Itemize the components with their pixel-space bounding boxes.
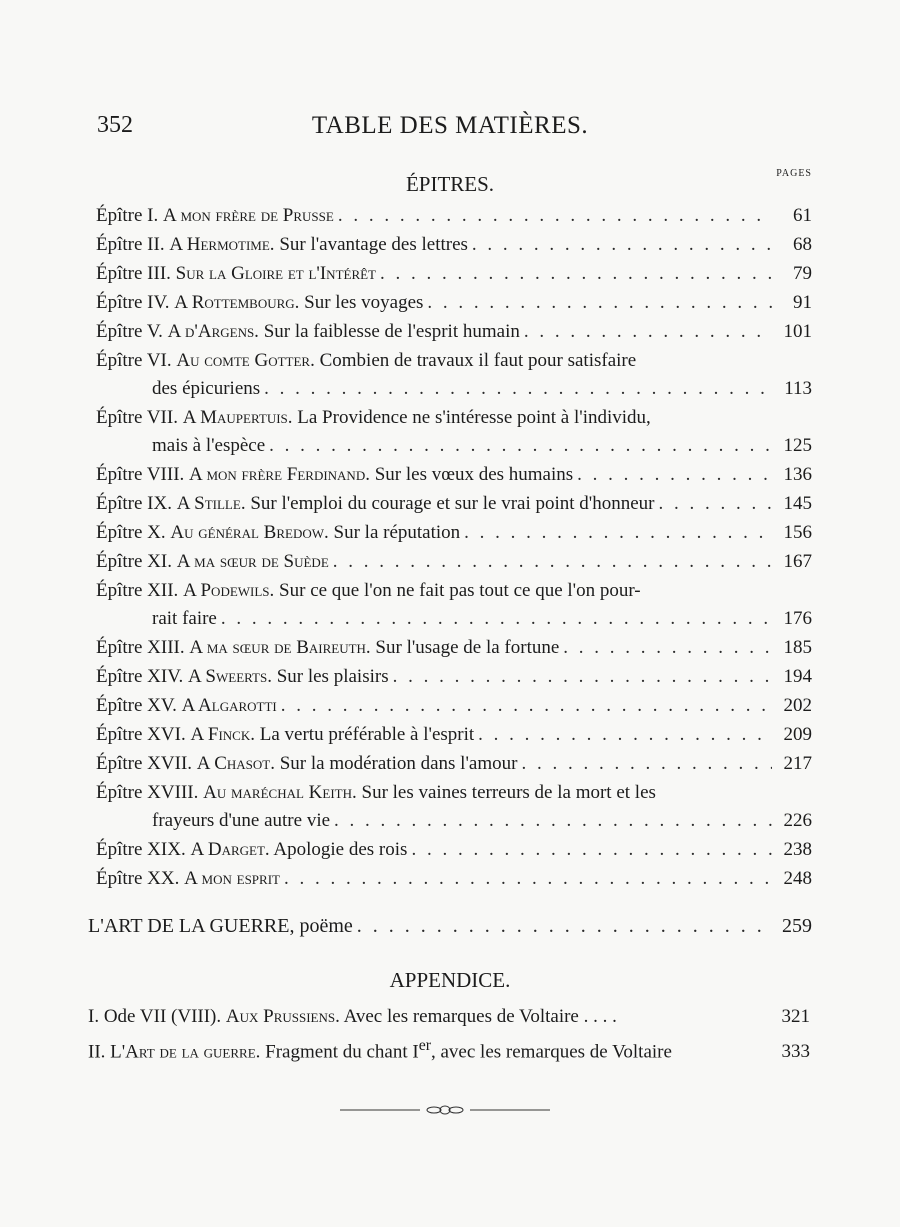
epitre-subject: Sur les plaisirs xyxy=(276,666,389,687)
toc-entry-line xyxy=(96,692,812,720)
toc-entry-text xyxy=(96,231,468,259)
toc-entry xyxy=(96,779,812,835)
section-heading-epitres: ÉPITRES. xyxy=(405,172,495,196)
appendix-text-a: L'Art de la guerre. xyxy=(110,1041,261,1063)
pages-column-label: PAGES xyxy=(776,168,812,179)
leader-dots xyxy=(427,289,772,317)
toc-entry-text xyxy=(96,750,517,778)
page-ref: 209 xyxy=(783,724,812,745)
page-ref: 61 xyxy=(793,205,812,226)
toc-entry-text xyxy=(96,490,655,518)
leader-dots xyxy=(281,692,772,720)
page-ref: 79 xyxy=(793,263,812,284)
page-ref: 68 xyxy=(793,234,812,255)
page-ref: 91 xyxy=(793,292,812,313)
leader-dots xyxy=(380,260,772,288)
leader-dots xyxy=(577,461,772,489)
page-ref: 176 xyxy=(783,608,812,629)
leader-dots xyxy=(521,750,772,778)
toc-entry-line xyxy=(96,779,812,807)
toc-entry xyxy=(96,836,812,864)
toc-entry xyxy=(96,634,812,662)
page-ref: 145 xyxy=(783,493,812,514)
appendix-prefix: I. xyxy=(88,1006,100,1027)
toc-entry-line xyxy=(96,202,812,230)
toc-entry-text xyxy=(96,461,573,489)
art-title-block xyxy=(88,912,353,940)
toc-entry-text xyxy=(96,260,376,288)
epitre-number: Épître XV. xyxy=(96,695,177,716)
page-ref: 185 xyxy=(783,637,812,658)
toc-entry xyxy=(96,750,812,778)
appendix-text-a: Ode VII (VIII). xyxy=(103,1006,222,1027)
toc-entry xyxy=(96,692,812,720)
toc-entry xyxy=(96,519,812,547)
ornament-divider xyxy=(340,1104,550,1116)
epitre-addressee: A ma sœur de Suède xyxy=(176,551,329,572)
epitre-subject-continuation: frayeurs d'une autre vie xyxy=(152,810,331,831)
toc-entry-text xyxy=(96,836,407,864)
toc-entry xyxy=(96,865,812,893)
epitre-number: Épître XIII. xyxy=(96,637,185,658)
leader-dots xyxy=(269,432,772,460)
toc-entry xyxy=(96,260,812,288)
appendix-text-b: Aux Prussiens. xyxy=(225,1006,340,1027)
page-ref: 217 xyxy=(783,753,812,774)
epitre-addressee: A d'Argens. xyxy=(167,321,259,342)
page-ref: 333 xyxy=(781,1041,810,1063)
epitre-addressee: A Sweerts. xyxy=(188,666,272,687)
epitre-number: Épître IX. xyxy=(96,493,172,514)
toc-entry xyxy=(96,577,812,633)
epitre-subject: Sur l'usage de la fortune xyxy=(375,637,560,658)
toc-entry-text xyxy=(96,782,656,803)
epitre-subject-continuation: des épicuriens xyxy=(152,378,261,399)
epitre-subject: Sur la réputation xyxy=(333,522,461,543)
epitre-addressee: Sur la Gloire et l'Intérêt xyxy=(175,263,376,284)
epitre-addressee: A Maupertuis. xyxy=(182,407,293,428)
epitre-subject-continuation: mais à l'espèce xyxy=(152,435,266,456)
toc-entry-text xyxy=(96,865,280,893)
art-title: L'ART DE LA GUERRE, xyxy=(88,915,295,937)
toc-entry xyxy=(96,318,812,346)
toc-entry-line xyxy=(96,231,812,259)
page-ref: 202 xyxy=(783,695,812,716)
toc-entry-text xyxy=(96,663,389,691)
leader-dots xyxy=(472,231,772,259)
appendix-row-1 xyxy=(88,1003,810,1031)
epitre-number: Épître XI. xyxy=(96,551,172,572)
leader-dots xyxy=(284,865,772,893)
toc-entry-line xyxy=(96,836,812,864)
epitre-subject: La vertu préférable à l'esprit xyxy=(259,724,475,745)
toc-entry-text xyxy=(96,202,334,230)
toc-entry-continuation xyxy=(96,375,812,403)
epitre-addressee: A mon frère Ferdinand. xyxy=(189,464,370,485)
appendix-superscript: er xyxy=(418,1037,431,1054)
toc-entry xyxy=(96,231,812,259)
toc-entry-line xyxy=(96,404,812,432)
epitre-addressee: A Hermotime. xyxy=(169,234,275,255)
toc-entry xyxy=(96,721,812,749)
appendix-entry-text xyxy=(88,1003,774,1031)
appendix-text-c: , avec les remarques de Voltaire xyxy=(431,1041,672,1063)
toc-entry xyxy=(96,347,812,403)
epitre-number: Épître XVIII. xyxy=(96,782,199,803)
page-ref: 238 xyxy=(783,839,812,860)
toc-entry-text xyxy=(96,289,423,317)
epitre-addressee: A Podewils. xyxy=(183,580,275,601)
epitre-subject: Sur les vœux des humains xyxy=(374,464,574,485)
toc-entry-line xyxy=(96,347,812,375)
page-ref: 125 xyxy=(783,435,812,456)
epitre-subject: Combien de travaux il faut pour satisfaire xyxy=(319,350,637,371)
toc-entry xyxy=(96,490,812,518)
toc-entry-line xyxy=(96,260,812,288)
epitre-addressee: A Finck. xyxy=(190,724,255,745)
page-ref: 136 xyxy=(783,464,812,485)
toc-entry-line xyxy=(96,461,812,489)
toc-entry-continuation xyxy=(96,605,812,633)
epitre-subject: Sur l'avantage des lettres xyxy=(279,234,468,255)
epitre-number: Épître IV. xyxy=(96,292,170,313)
toc-entry-line xyxy=(96,865,812,893)
appendix-text-b: Fragment du chant I xyxy=(265,1041,419,1063)
toc-entry xyxy=(96,548,812,576)
epitre-addressee: Au maréchal Keith. xyxy=(203,782,357,803)
art-de-la-guerre-row xyxy=(88,912,812,940)
epitre-number: Épître XX. xyxy=(96,868,180,889)
toc-entry xyxy=(96,663,812,691)
toc-entry-line xyxy=(96,490,812,518)
epitre-number: Épître III. xyxy=(96,263,171,284)
toc-entry xyxy=(96,404,812,460)
toc-entry-line xyxy=(96,318,812,346)
leader-dots xyxy=(338,202,772,230)
epitre-addressee: A Rottembourg. xyxy=(174,292,300,313)
epitre-subject: Sur ce que l'on ne fait pas tout ce que l'on pour- xyxy=(279,580,641,601)
epitre-addressee: A Chasot. xyxy=(196,753,275,774)
epitre-number: Épître II. xyxy=(96,234,165,255)
toc-entry-line xyxy=(96,519,812,547)
epitre-addressee: A ma sœur de Baireuth. xyxy=(189,637,371,658)
epitre-number: Épître V. xyxy=(96,321,163,342)
toc-entry-line xyxy=(96,577,812,605)
page-ref: 194 xyxy=(783,666,812,687)
epitre-addressee: Au général Bredow. xyxy=(170,522,329,543)
toc-entry-text xyxy=(96,580,641,601)
appendix-text-c: Avec les remarques de Voltaire . . . . xyxy=(343,1006,617,1027)
epitre-subject: Apologie des rois xyxy=(273,839,408,860)
appendix-prefix: II. xyxy=(88,1041,106,1063)
toc-entry-text xyxy=(96,634,559,662)
leader-dots xyxy=(393,663,772,691)
leader-dots xyxy=(221,605,772,633)
epitre-addressee: A Darget. xyxy=(190,839,270,860)
toc-entry-line xyxy=(96,548,812,576)
appendix-entry-text xyxy=(88,1032,774,1066)
page-number: 352 xyxy=(97,112,133,138)
toc-entry-line xyxy=(96,289,812,317)
leader-dots xyxy=(478,721,772,749)
page-ref: 101 xyxy=(783,321,812,342)
toc-entry-line xyxy=(96,634,812,662)
toc-entry-line xyxy=(96,721,812,749)
epitre-number: Épître XIX. xyxy=(96,839,186,860)
epitre-number: Épître I. xyxy=(96,205,159,226)
epitre-number: Épître VI. xyxy=(96,350,172,371)
toc-entry-text xyxy=(96,519,460,547)
epitre-addressee: A mon frère de Prusse xyxy=(163,205,334,226)
page-ref: 259 xyxy=(782,915,812,937)
page-ref: 248 xyxy=(783,868,812,889)
epitre-subject: Sur la modération dans l'amour xyxy=(279,753,518,774)
toc-entry-continuation xyxy=(96,807,812,835)
section-heading-appendice: APPENDICE. xyxy=(389,968,511,992)
epitre-number: Épître XII. xyxy=(96,580,179,601)
epitre-number: Épître XVI. xyxy=(96,724,186,745)
leader-dots xyxy=(357,912,772,940)
appendix-row-2 xyxy=(88,1032,810,1066)
toc-entry-line xyxy=(96,663,812,691)
epitre-subject-continuation: rait faire xyxy=(152,608,217,629)
epitre-subject: Sur les vaines terreurs de la mort et les xyxy=(361,782,656,803)
toc-entry xyxy=(96,202,812,230)
leader-dots xyxy=(333,548,772,576)
toc-entry xyxy=(96,289,812,317)
toc-entry-text xyxy=(96,721,474,749)
epitre-number: Épître XIV. xyxy=(96,666,184,687)
epitre-number: Épître VII. xyxy=(96,407,178,428)
epitre-number: Épître XVII. xyxy=(96,753,193,774)
toc-entry-text xyxy=(96,548,329,576)
toc-entry xyxy=(96,461,812,489)
epitre-addressee: A mon esprit xyxy=(184,868,280,889)
toc-entry-text xyxy=(96,692,277,720)
toc-entry-text xyxy=(96,407,651,428)
page-ref: 156 xyxy=(783,522,812,543)
running-title: TABLE DES MATIÈRES. xyxy=(311,112,589,139)
page-ref: 113 xyxy=(784,378,812,399)
leader-dots xyxy=(524,318,772,346)
leader-dots xyxy=(563,634,772,662)
epitre-subject: Sur les voyages xyxy=(304,292,424,313)
epitre-number: Épître X. xyxy=(96,522,166,543)
page-ref: 167 xyxy=(783,551,812,572)
art-subtitle: poëme xyxy=(299,915,353,937)
leader-dots xyxy=(334,807,772,835)
epitre-subject: Sur la faiblesse de l'esprit humain xyxy=(263,321,520,342)
leader-dots xyxy=(659,490,773,518)
epitre-subject: La Providence ne s'intéresse point à l'individu, xyxy=(297,407,651,428)
toc-entry-text xyxy=(96,318,520,346)
epitre-addressee: A Stille. xyxy=(176,493,246,514)
toc-entry-continuation xyxy=(96,432,812,460)
toc-entry-line xyxy=(96,750,812,778)
page-ref: 226 xyxy=(783,810,812,831)
leader-dots xyxy=(464,519,772,547)
epitre-addressee: Au comte Gotter. xyxy=(176,350,315,371)
page-ref: 321 xyxy=(781,1006,810,1027)
leader-dots xyxy=(411,836,772,864)
epitre-addressee: A Algarotti xyxy=(181,695,277,716)
epitre-subject: Sur l'emploi du courage et sur le vrai point d'honneur xyxy=(250,493,655,514)
toc-entry-text xyxy=(96,350,636,371)
epitre-number: Épître VIII. xyxy=(96,464,185,485)
leader-dots xyxy=(264,375,772,403)
